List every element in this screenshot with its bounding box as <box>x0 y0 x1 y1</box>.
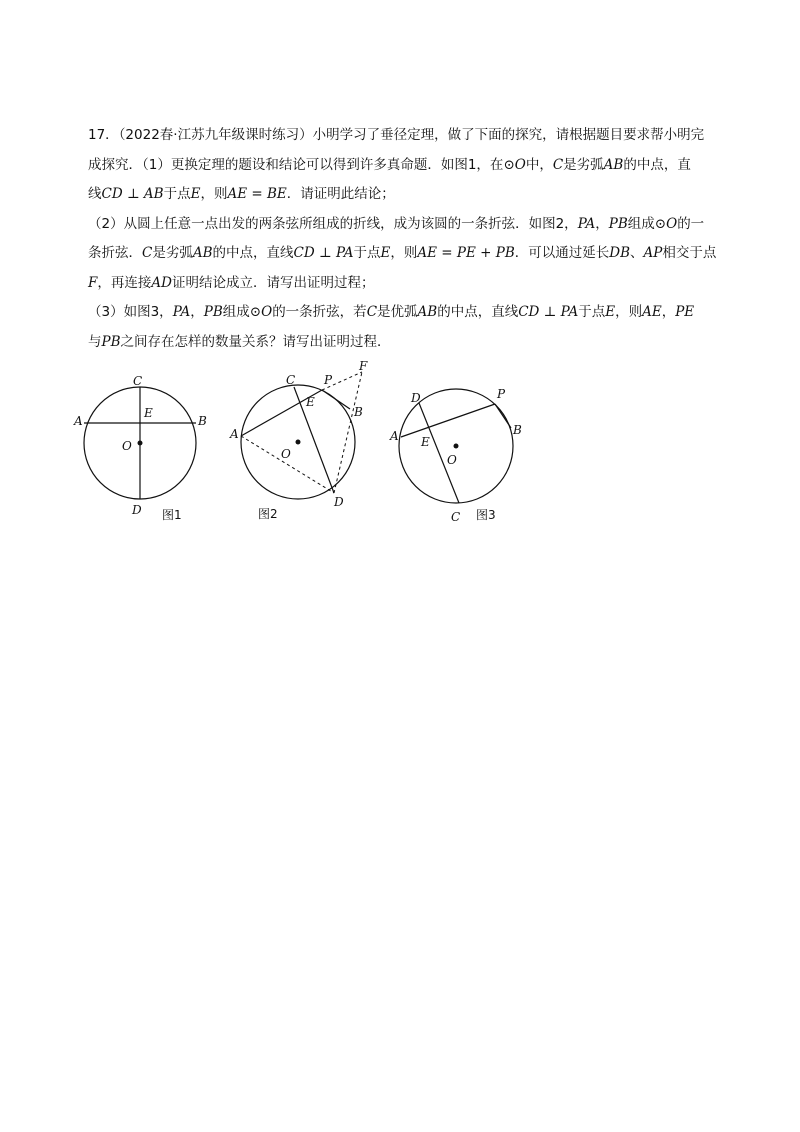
chord-pb <box>322 390 350 409</box>
label-o: O <box>122 439 132 453</box>
label-b: B <box>354 405 363 419</box>
center-dot <box>454 444 459 449</box>
problem-line-7 <box>88 299 720 325</box>
label-d: D <box>132 503 142 517</box>
math-expr: AE = BE <box>227 186 287 202</box>
caption-fig2: 图2 <box>258 507 278 521</box>
part1-text: 线 <box>88 186 102 202</box>
circle-symbol: ⊙O <box>654 215 678 232</box>
chord-pb <box>495 404 511 428</box>
math-var: PB <box>203 304 223 320</box>
problem-17 <box>88 122 720 358</box>
part2-text: 、 <box>630 245 644 261</box>
part2-text: ．可以通过延长 <box>514 245 610 261</box>
label-e: E <box>421 435 430 449</box>
math-var: PB <box>608 215 628 232</box>
part3-text: （3）如图3， <box>88 304 173 320</box>
math-var: AP <box>643 245 663 261</box>
part1-text: （1）更换定理的题设和结论可以得到许多真命题．如图1，在 <box>142 156 504 173</box>
math-var: AE <box>642 304 662 320</box>
label-c: C <box>133 374 143 388</box>
label-a: A <box>74 414 83 428</box>
math-var: C <box>142 245 153 261</box>
part3-text: 于点 <box>578 304 606 320</box>
part3-text: ，则 <box>615 304 643 320</box>
part2-text: 相交于点 <box>662 245 717 261</box>
label-e: E <box>144 406 153 420</box>
caption-fig3: 图3 <box>476 508 496 522</box>
part2-text: 的中点，直线 <box>212 245 294 261</box>
part2-text: （2）从圆上任意一点出发的两条弦所组成的折线，成为该圆的一条折弦．如图2， <box>88 215 578 232</box>
problem-number: 17． <box>88 127 119 143</box>
extension-db <box>334 372 362 493</box>
math-expr: CD ⊥ PA <box>518 304 579 320</box>
math-var: F <box>88 274 98 291</box>
part3-text: ， <box>661 304 676 320</box>
figure-1 <box>73 374 207 522</box>
part3-text: ， <box>190 304 204 320</box>
label-a: A <box>230 427 239 441</box>
part1-text: ，则 <box>200 186 228 202</box>
label-c: C <box>451 510 461 524</box>
part1-text: 中， <box>525 156 553 173</box>
label-f: F <box>359 359 368 373</box>
math-expr: CD ⊥ PA <box>293 245 354 261</box>
math-var: C <box>366 304 378 320</box>
part1-text: 的中点，直 <box>623 156 691 173</box>
caption-fig1: 图1 <box>162 508 182 522</box>
label-b: B <box>513 423 522 437</box>
problem-line-1 <box>88 122 720 148</box>
problem-line-3 <box>88 181 720 207</box>
label-d: D <box>411 391 421 405</box>
part2-text: 证明结论成立．请写出证明过程； <box>171 274 375 291</box>
math-var: AB <box>417 304 438 320</box>
part1-text: 是劣弧 <box>563 156 604 173</box>
label-e: E <box>306 395 315 409</box>
part3-text: 之间存在怎样的数量关系？请写出证明过程． <box>120 333 391 350</box>
label-d: D <box>334 495 344 509</box>
part2-text: ，再连接 <box>97 274 152 291</box>
part3-text: 是优弧 <box>377 304 418 320</box>
part2-text: 于点 <box>353 245 381 261</box>
math-var: DB <box>609 245 630 261</box>
chord-pa <box>401 404 495 437</box>
math-var: AB <box>192 245 213 261</box>
part2-text: ， <box>595 215 609 232</box>
math-var: E <box>380 245 391 261</box>
math-var: E <box>190 186 201 202</box>
part2-text: 条折弦． <box>88 245 142 261</box>
part2-text: 的一 <box>677 215 705 232</box>
math-var: C <box>552 156 564 173</box>
math-var: AD <box>151 274 172 291</box>
label-b: B <box>198 414 207 428</box>
part2-text: 组成 <box>627 215 655 232</box>
figure-3 <box>389 387 522 524</box>
math-var: E <box>605 304 616 320</box>
problem-intro-cont: 成探究． <box>88 156 142 173</box>
geometry-figures <box>72 359 542 530</box>
math-expr: AE = PE + PB <box>417 245 515 261</box>
center-dot <box>296 440 301 445</box>
circle-symbol: ⊙O <box>503 156 526 173</box>
label-o: O <box>281 447 291 461</box>
problem-line-6 <box>88 270 720 296</box>
label-p: P <box>497 387 506 401</box>
center-dot <box>138 441 143 446</box>
figures-row <box>72 359 542 530</box>
part3-text: 组成 <box>222 304 250 320</box>
label-a: A <box>390 429 399 443</box>
part1-text: 于点 <box>163 186 191 202</box>
part2-text: 是劣弧 <box>152 245 193 261</box>
math-expr: CD ⊥ AB <box>101 186 164 202</box>
part3-text: 的一条折弦，若 <box>272 304 367 320</box>
problem-source: （2022春·江苏九年级课时练习） <box>118 127 313 143</box>
math-var: PB <box>101 333 121 350</box>
label-c: C <box>286 373 296 387</box>
problem-line-2 <box>88 152 720 178</box>
label-o: O <box>447 453 457 467</box>
segment-ad <box>241 436 334 493</box>
part3-text: 的中点，直线 <box>437 304 519 320</box>
part2-text: ，则 <box>390 245 418 261</box>
math-var: PA <box>577 215 596 232</box>
problem-line-8 <box>88 329 720 355</box>
math-var: PA <box>172 304 191 320</box>
math-var: AB <box>603 156 624 173</box>
label-p: P <box>324 373 333 387</box>
part3-text: 与 <box>88 333 102 350</box>
problem-line-5 <box>88 240 720 266</box>
math-var: PE <box>675 304 695 320</box>
circle-symbol: ⊙O <box>249 304 273 320</box>
part1-text: ．请证明此结论； <box>286 186 395 202</box>
problem-line-4 <box>88 211 720 237</box>
figure-2 <box>229 359 368 521</box>
problem-intro: 小明学习了垂径定理，做了下面的探究，请根据题目要求帮小明完 <box>312 127 705 143</box>
